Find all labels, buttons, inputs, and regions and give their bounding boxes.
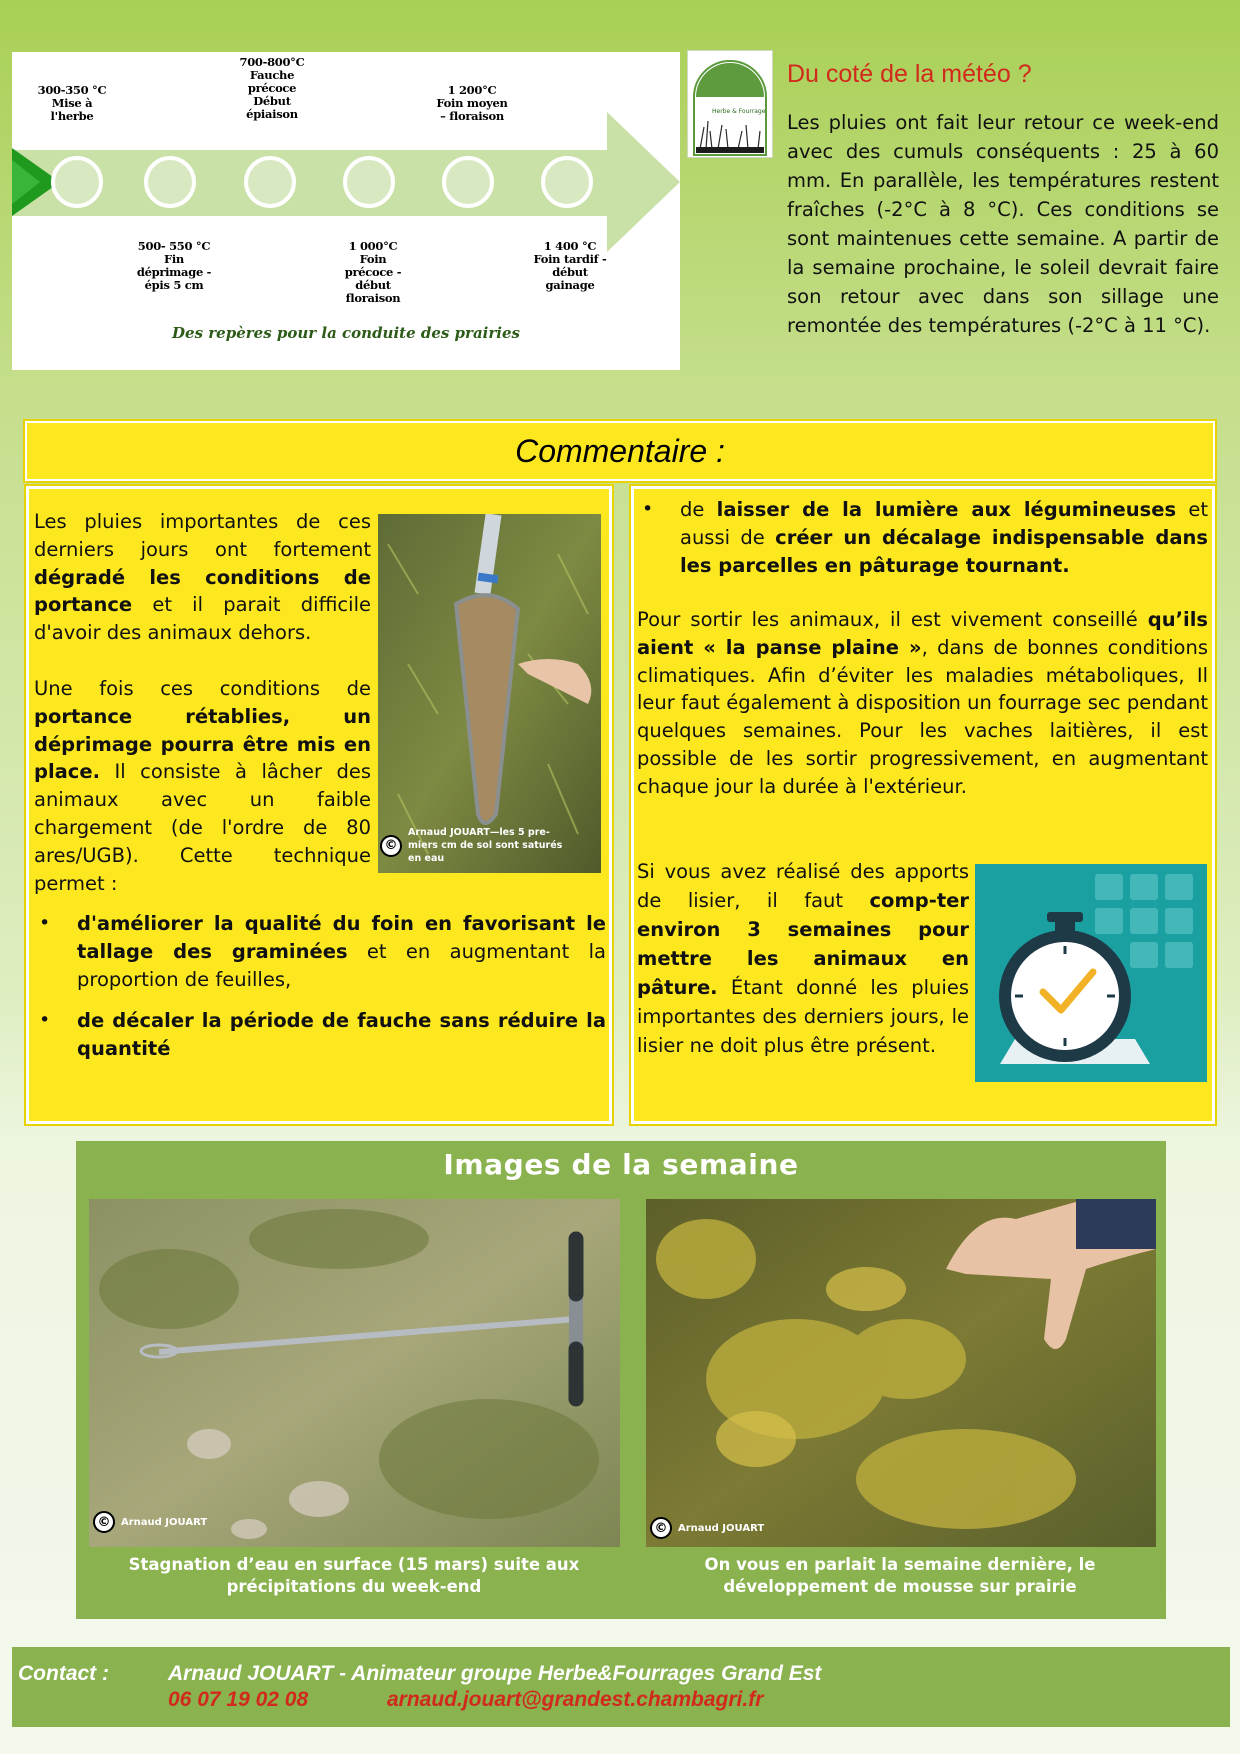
images-title: Images de la semaine	[443, 1148, 799, 1181]
soil-sample-photo	[378, 514, 601, 873]
milestone-label-3: 700-800°C Fauche précoce Début épiaison	[239, 55, 305, 121]
photo1-caption: Stagnation d’eau en surface (15 mars) suite aux précipitations du week-end	[128, 1555, 580, 1596]
copyright-icon: ©	[93, 1511, 115, 1533]
right-paragraph-1: Pour sortir les animaux, il est vivement conseillé qu’ils aient « la panse plaine », dans de bonnes conditions climatiques. Afin d’éviter les maladies métaboliques, Il leur faut également à disposition un fourrage sec pendant quelques semaines. Pour les vaches laitières, il est possible de les sortir progressivement, en augmentant chaque jour la durée à l'extérieur.	[637, 608, 1209, 798]
meteo-title: Du coté de la météo ?	[787, 60, 1032, 88]
timeline-caption: Des repères pour la conduite des prairies	[172, 324, 520, 342]
left-paragraph-1: Les pluies importantes de ces derniers jours ont fortement dégradé les conditions de portance et il parait difficile d'avoir des animaux dehors.	[34, 510, 371, 645]
left-paragraph-2: Une fois ces conditions de portance rétablies, un déprimage pourra être mis en place. Il consiste à lâcher des animaux avec un faible chargement (de l'ordre de 80 ares/UGB). Cette technique permet :	[34, 677, 371, 895]
milestone-2	[146, 158, 194, 206]
left-bullet-1: • d'améliorer la qualité du foin en favorisant le tallage des graminées et en augmentant la proportion de feuilles,	[34, 910, 606, 993]
photo-water-stagnation	[89, 1199, 620, 1547]
milestone-label-1: 300-350 °C Mise à l'herbe	[37, 83, 107, 123]
milestone-3	[246, 158, 294, 206]
right-bullet-list	[637, 496, 1208, 579]
right-paragraph-2: Si vous avez réalisé des apports de lisier, il faut comp-ter environ 3 semaines pour mettre les animaux en pâture. Étant donné les pluies importantes des derniers jours, le lisier ne doit plus être présent.	[637, 860, 969, 1057]
contact-email[interactable]: arnaud.jouart@grandest.chambagri.fr	[387, 1688, 764, 1711]
photo1-credit: © Arnaud JOUART	[93, 1511, 207, 1533]
temperature-timeline	[12, 52, 680, 370]
milestone-6	[543, 158, 591, 206]
meteo-text: Les pluies ont fait leur retour ce week-end avec des cumuls conséquents : 25 à 60 mm. En parallèle, les températures restent fraîches (-2°C à 8 °C). Ces conditions se sont maintenues cette semaine. A partir de la semaine prochaine, le soleil devrait faire son retour avec dans son sillage une remontée des températures (-2°C à 11 °C).	[787, 111, 1219, 337]
soil-photo-credit: © Arnaud JOUART—les 5 pre-miers cm de sol sont saturés en eau	[380, 826, 578, 865]
photo2-credit: © Arnaud JOUART	[650, 1517, 764, 1539]
contact-name: Arnaud JOUART - Animateur groupe Herbe&Fourrages Grand Est	[168, 1662, 822, 1685]
logo-text: Herbe & Fourrage	[712, 108, 766, 115]
milestone-label-4: 1 000°C Foin précoce - début floraison	[344, 239, 402, 305]
contact-bar	[12, 1647, 1230, 1727]
commentaire-header	[25, 421, 1215, 481]
stopwatch-illustration	[975, 864, 1207, 1082]
milestone-label-2: 500- 550 °C Fin déprimage - épis 5 cm	[136, 239, 212, 292]
herbe-fourrage-logo	[687, 50, 773, 158]
left-bullet-2: • de décaler la période de fauche sans réduire la quantité	[34, 1007, 606, 1063]
copyright-icon: ©	[380, 835, 402, 857]
photo2-caption: On vous en parlait la semaine dernière, le développement de mousse sur prairie	[704, 1555, 1096, 1596]
milestone-label-6: 1 400 °C Foin tardif - début gainage	[533, 239, 607, 292]
left-bullet-list	[34, 910, 606, 1063]
contact-label: Contact :	[18, 1662, 109, 1685]
milestone-5	[444, 158, 492, 206]
milestone-4	[345, 158, 393, 206]
copyright-icon: ©	[650, 1517, 672, 1539]
milestone-1	[53, 158, 101, 206]
milestone-label-5: 1 200°C Foin moyen – floraison	[436, 83, 508, 123]
photo-moss	[646, 1199, 1156, 1547]
contact-phone[interactable]: 06 07 19 02 08	[168, 1688, 309, 1711]
right-bullet-1: • de laisser de la lumière aux légumineuses et aussi de créer un décalage indispensable dans les parcelles en pâturage tournant.	[637, 496, 1208, 579]
commentaire-title: Commentaire :	[515, 432, 725, 469]
